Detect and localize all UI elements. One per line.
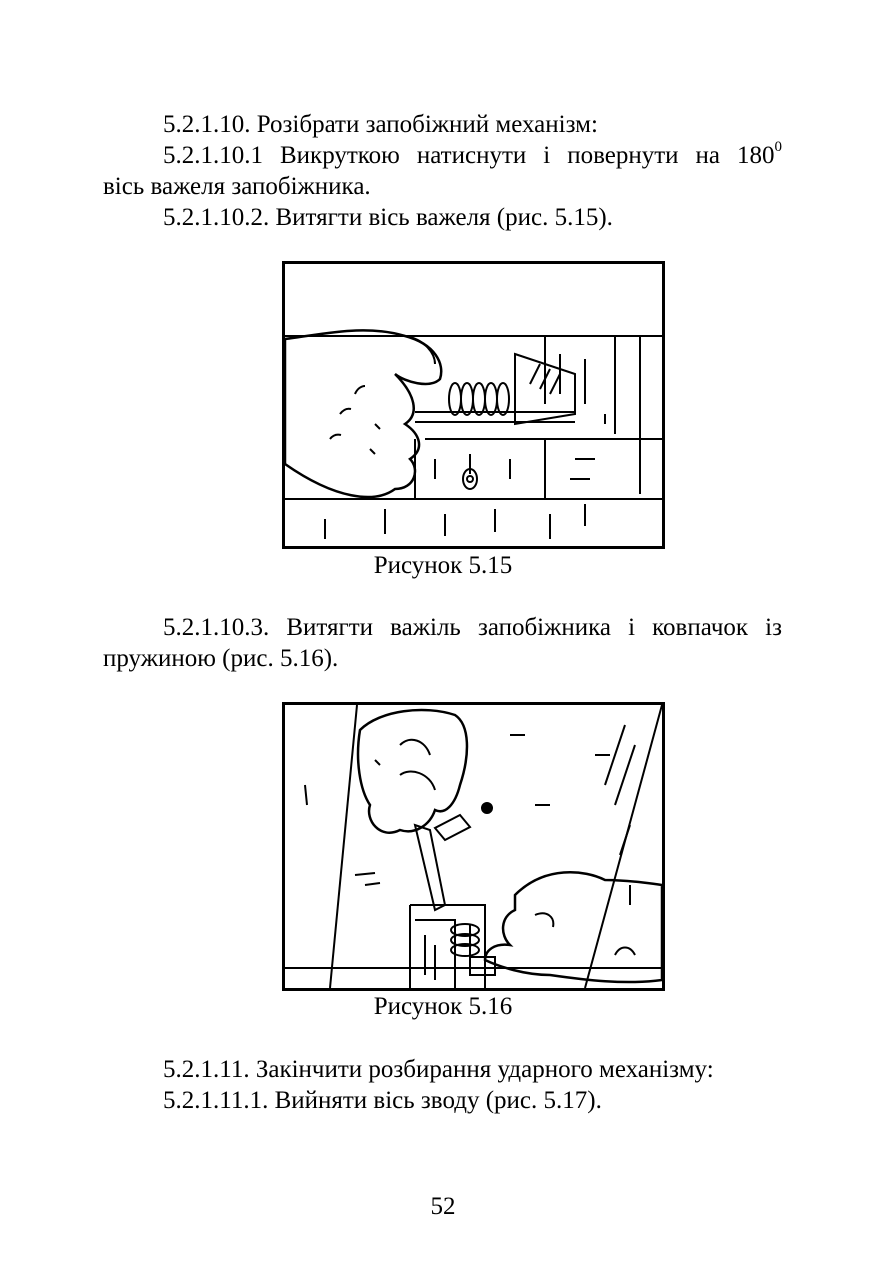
paragraph-5-2-1-10-3-continuation: пружиною (рис. 5.16). [103,645,339,672]
paragraph-5-2-1-10-2: 5.2.1.10.2. Витягти вісь важеля (рис. 5.15). [163,204,613,231]
paragraph-5-2-1-10-3: 5.2.1.10.3. Витягти важіль запобіжника і ковпачок із [163,614,782,641]
paragraph-5-2-1-11: 5.2.1.11. Закінчити розбирання ударного механізму: [163,1056,714,1083]
paragraph-5-2-1-10-1-text: 5.2.1.10.1 Викруткою натиснути і повернути на 180 [163,142,775,169]
paragraph-5-2-1-10-1-continuation: вісь важеля запобіжника. [103,173,371,200]
paragraph-5-2-1-10-1 [163,141,782,171]
figure-5-16-caption: Рисунок 5.16 [373,993,513,1020]
figure-5-16-illustration [285,705,662,988]
paragraph-5-2-1-10: 5.2.1.10. Розібрати запобіжний механізм: [163,111,598,138]
figure-5-15 [282,261,665,549]
degree-superscript: 0 [774,139,782,155]
figure-5-15-caption: Рисунок 5.15 [373,552,513,579]
paragraph-5-2-1-11-1: 5.2.1.11.1. Вийняти вісь зводу (рис. 5.17). [163,1087,602,1114]
figure-5-15-illustration [285,264,662,546]
page-number: 52 [430,1193,456,1220]
figure-5-16 [282,702,665,991]
